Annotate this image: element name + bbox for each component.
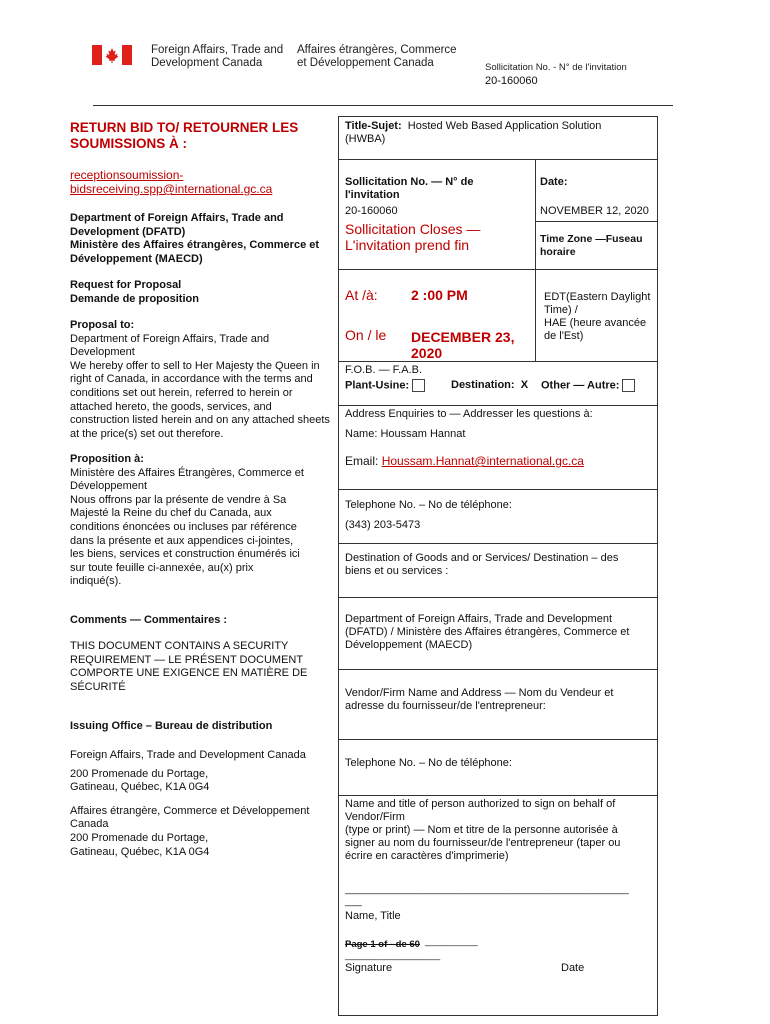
time-zone-value-line: Time) / [544, 304, 578, 316]
row-divider [339, 489, 657, 490]
proposition-title: Proposition à: [70, 453, 144, 465]
solicitation-label: Sollicitation No. - N° de l'invitation [485, 62, 627, 73]
proposal-line: conditions set out herein, referred to herein or [70, 386, 293, 399]
org-name-en [151, 44, 283, 70]
department-line: Department of Foreign Affairs, Trade and [70, 212, 284, 224]
proposal-line: Department of Foreign Affairs, Trade and [70, 332, 270, 345]
row-divider [339, 597, 657, 598]
solicitation-closes-line: L'invitation prend fin [345, 237, 470, 253]
row-divider [535, 221, 657, 222]
destination [451, 379, 528, 392]
telephone-value: (343) 203-5473 [345, 519, 421, 531]
proposal-title: Proposal to: [70, 319, 135, 331]
proposition-line: dans la présente et aux appendices ci-jointes, [70, 534, 294, 547]
row-divider [339, 795, 657, 796]
telephone-label: Telephone No. – No de téléphone: [345, 499, 512, 511]
org-name-fr-line: Affaires étrangères, Commerce [297, 44, 457, 56]
org-name-fr-line: et Développement Canada [297, 57, 434, 69]
proposal-line: at the price(s) set out therefore. [70, 427, 224, 440]
authorized-line: signer au nom du fournisseur/de l'entrepreneur (taper ou [345, 837, 621, 849]
proposition-line: les biens, services et construction énumérés ici [70, 548, 300, 561]
department-line: Ministère des Affaires étrangères, Commerce et [70, 239, 320, 252]
vendor-telephone-label: Telephone No. – No de téléphone: [345, 757, 512, 769]
email-link[interactable]: Houssam.Hannat@international.gc.ca [381, 454, 584, 468]
other-autre [541, 379, 635, 392]
comments-line: COMPORTE UNE EXIGENCE EN MATIÈRE DE [70, 667, 308, 680]
return-bid-title-line: SOUMISSIONS À : [70, 136, 188, 151]
org-name-en-line: Development Canada [151, 57, 263, 69]
proposition-line: conditions énoncées ou incluses par référence [70, 520, 297, 533]
destination-of-goods-line: Destination of Goods and or Services/ Destination – des [345, 552, 619, 564]
vendor-name-address [345, 687, 650, 713]
return-email-line[interactable]: receptionsoumission- [70, 168, 184, 182]
plant-usine-checkbox[interactable] [412, 379, 425, 392]
name-title-line: ___________________________________________________ [345, 884, 629, 895]
contact-name: Name: Houssam Hannat [345, 428, 466, 440]
solicitation-no-label [345, 176, 473, 202]
department-line: Development (DFATD) [70, 225, 186, 238]
vendor-line: Vendor/Firm Name and Address — Nom du Vendeur et [345, 687, 614, 699]
authorized-line: écrire en caractères d'imprimerie) [345, 850, 509, 862]
comments-block [70, 640, 340, 694]
title-cell [345, 120, 650, 146]
destination-mark[interactable]: X [520, 379, 529, 391]
issuing-line: 200 Promenade du Portage, [70, 831, 209, 844]
plant-usine-label: Plant-Usine: [345, 379, 410, 392]
row-divider [339, 739, 657, 740]
proposition-line: Ministère des Affaires Étrangères, Commerce et [70, 466, 304, 479]
department-line: Développement (MAECD) [70, 252, 203, 265]
comments-line: SÉCURITÉ [70, 680, 126, 693]
proposition-line: sur toute feuille ci-annexée, au(x) prix [70, 561, 254, 574]
time-zone-label-line: Time Zone —Fuseau [540, 233, 643, 245]
return-email-link[interactable] [70, 168, 340, 196]
page-underline: __________ [425, 936, 478, 947]
destination-department-line: Développement (MAECD) [345, 639, 473, 651]
proposition-line: Majesté la Reine du chef du Canada, aux [70, 507, 272, 520]
email-label: Email: [345, 454, 379, 468]
solicitation-no-label-line: l'invitation [345, 189, 400, 201]
issuing-line: Canada [70, 818, 109, 831]
fob-label: F.O.B. — F.A.B. [345, 364, 423, 376]
solicitation-no-label-line: Sollicitation No. — N° de [345, 176, 474, 188]
signature-label: Signature [345, 962, 393, 974]
date-signature-label: Date [561, 962, 585, 974]
other-autre-checkbox[interactable] [622, 379, 635, 392]
date-value: NOVEMBER 12, 2020 [540, 205, 649, 217]
authorized-line: (type or print) — Nom et titre de la personne autorisée à [345, 824, 618, 836]
title-value: Hosted Web Based Application Solution [407, 120, 602, 132]
return-email-line[interactable]: bidsreceiving.spp@international.gc.ca [70, 182, 273, 196]
department-block [70, 212, 340, 266]
time-zone-value-line: HAE (heure avancée [544, 317, 647, 329]
row-divider [339, 269, 657, 270]
row-divider [339, 159, 657, 160]
org-name-en-line: Foreign Affairs, Trade and [151, 44, 284, 56]
on-value-line: DECEMBER 23, [411, 329, 515, 345]
destination-label: Destination: [451, 379, 515, 391]
issuing-line: Gatineau, Québec, K1A 0G4 [70, 781, 210, 794]
solicitation-no-value: 20-160060 [345, 205, 398, 217]
issuing-line: 200 Promenade du Portage, [70, 767, 209, 780]
signature-line: __________________ [345, 950, 441, 961]
destination-of-goods-line: biens et ou services : [345, 565, 449, 577]
destination-department [345, 613, 650, 652]
proposal-line: attached hereto, the goods, services, and [70, 400, 272, 413]
proposition-line: Nous offrons par la présente de vendre à Sa [70, 493, 287, 506]
comments-title: Comments — Commentaires : [70, 614, 228, 626]
time-zone-label [540, 233, 643, 259]
return-bid-title [70, 120, 340, 152]
destination-department-line: (DFATD) / Ministère des Affaires étrangères, Commerce et [345, 626, 630, 638]
page-indicator: Page 1 of - de 60 [345, 939, 420, 950]
name-title-label: Name, Title [345, 910, 401, 922]
row-divider [339, 361, 657, 362]
vendor-line: adresse du fournisseur/de l'entrepreneur: [345, 700, 546, 712]
at-label: At /à: [345, 287, 378, 303]
on-value [411, 329, 514, 361]
org-name-fr [297, 44, 457, 70]
at-value: 2 :00 PM [411, 287, 468, 303]
rfp-line: Demande de proposition [70, 292, 199, 305]
destination-of-goods [345, 552, 650, 578]
plant-usine [345, 379, 425, 392]
proposal-line: right of Canada, in accordance with the terms and [70, 373, 313, 386]
enquiries-label: Address Enquiries to — Addresser les questions à: [345, 408, 593, 420]
proposal-line: Development [70, 346, 135, 359]
comments-line: THIS DOCUMENT CONTAINS A SECURITY [70, 640, 289, 652]
row-divider [339, 405, 657, 406]
time-zone-value-line: EDT(Eastern Daylight [544, 291, 651, 303]
authorized-line: Vendor/Firm [345, 811, 405, 823]
title-label: Title-Sujet: [345, 120, 402, 132]
row-divider [339, 669, 657, 670]
title-value: (HWBA) [345, 133, 386, 145]
proposition-block [70, 453, 340, 589]
solicitation-closes [345, 221, 480, 253]
name-title-line-end: ___ [345, 896, 362, 907]
authorized-line: Name and title of person authorized to sign on behalf of [345, 798, 616, 810]
issuing-office-title: Issuing Office – Bureau de distribution [70, 720, 273, 732]
row-divider [339, 543, 657, 544]
issuing-line: Gatineau, Québec, K1A 0G4 [70, 845, 210, 858]
authorized-person-block [345, 798, 650, 863]
issuing-line: Affaires étrangère, Commerce et Développement [70, 804, 310, 817]
proposition-line: indiqué(s). [70, 575, 122, 588]
destination-department-line: Department of Foreign Affairs, Trade and Development [345, 613, 612, 625]
time-zone-value [544, 291, 650, 343]
date-label: Date: [540, 176, 568, 188]
canada-flag-icon [92, 45, 132, 65]
contact-email [345, 455, 584, 468]
solicitation-closes-line: Sollicitation Closes — [345, 221, 481, 237]
comments-line: REQUIREMENT — LE PRÉSENT DOCUMENT [70, 653, 304, 666]
on-value-line: 2020 [411, 345, 443, 361]
proposal-line: We hereby offer to sell to Her Majesty the Queen in [70, 359, 320, 372]
request-for-proposal [70, 279, 340, 306]
issuing-office-block [70, 749, 340, 859]
return-bid-title-line: RETURN BID TO/ RETOURNER LES [70, 120, 299, 135]
column-divider [535, 159, 536, 361]
other-autre-label: Other — Autre: [541, 379, 620, 392]
time-zone-value-line: de l'Est) [544, 330, 584, 342]
proposition-line: Développement [70, 480, 148, 493]
proposal-line: construction listed herein and on any attached sheets [70, 414, 330, 427]
header-divider [93, 105, 673, 106]
solicitation-table [338, 116, 658, 1016]
time-zone-label-line: horaire [540, 246, 576, 258]
issuing-line: Foreign Affairs, Trade and Development Canada [70, 749, 306, 761]
proposal-to-block [70, 319, 340, 441]
solicitation-number: 20-160060 [485, 75, 538, 87]
on-label: On / le [345, 327, 387, 343]
rfp-line: Request for Proposal [70, 279, 182, 291]
